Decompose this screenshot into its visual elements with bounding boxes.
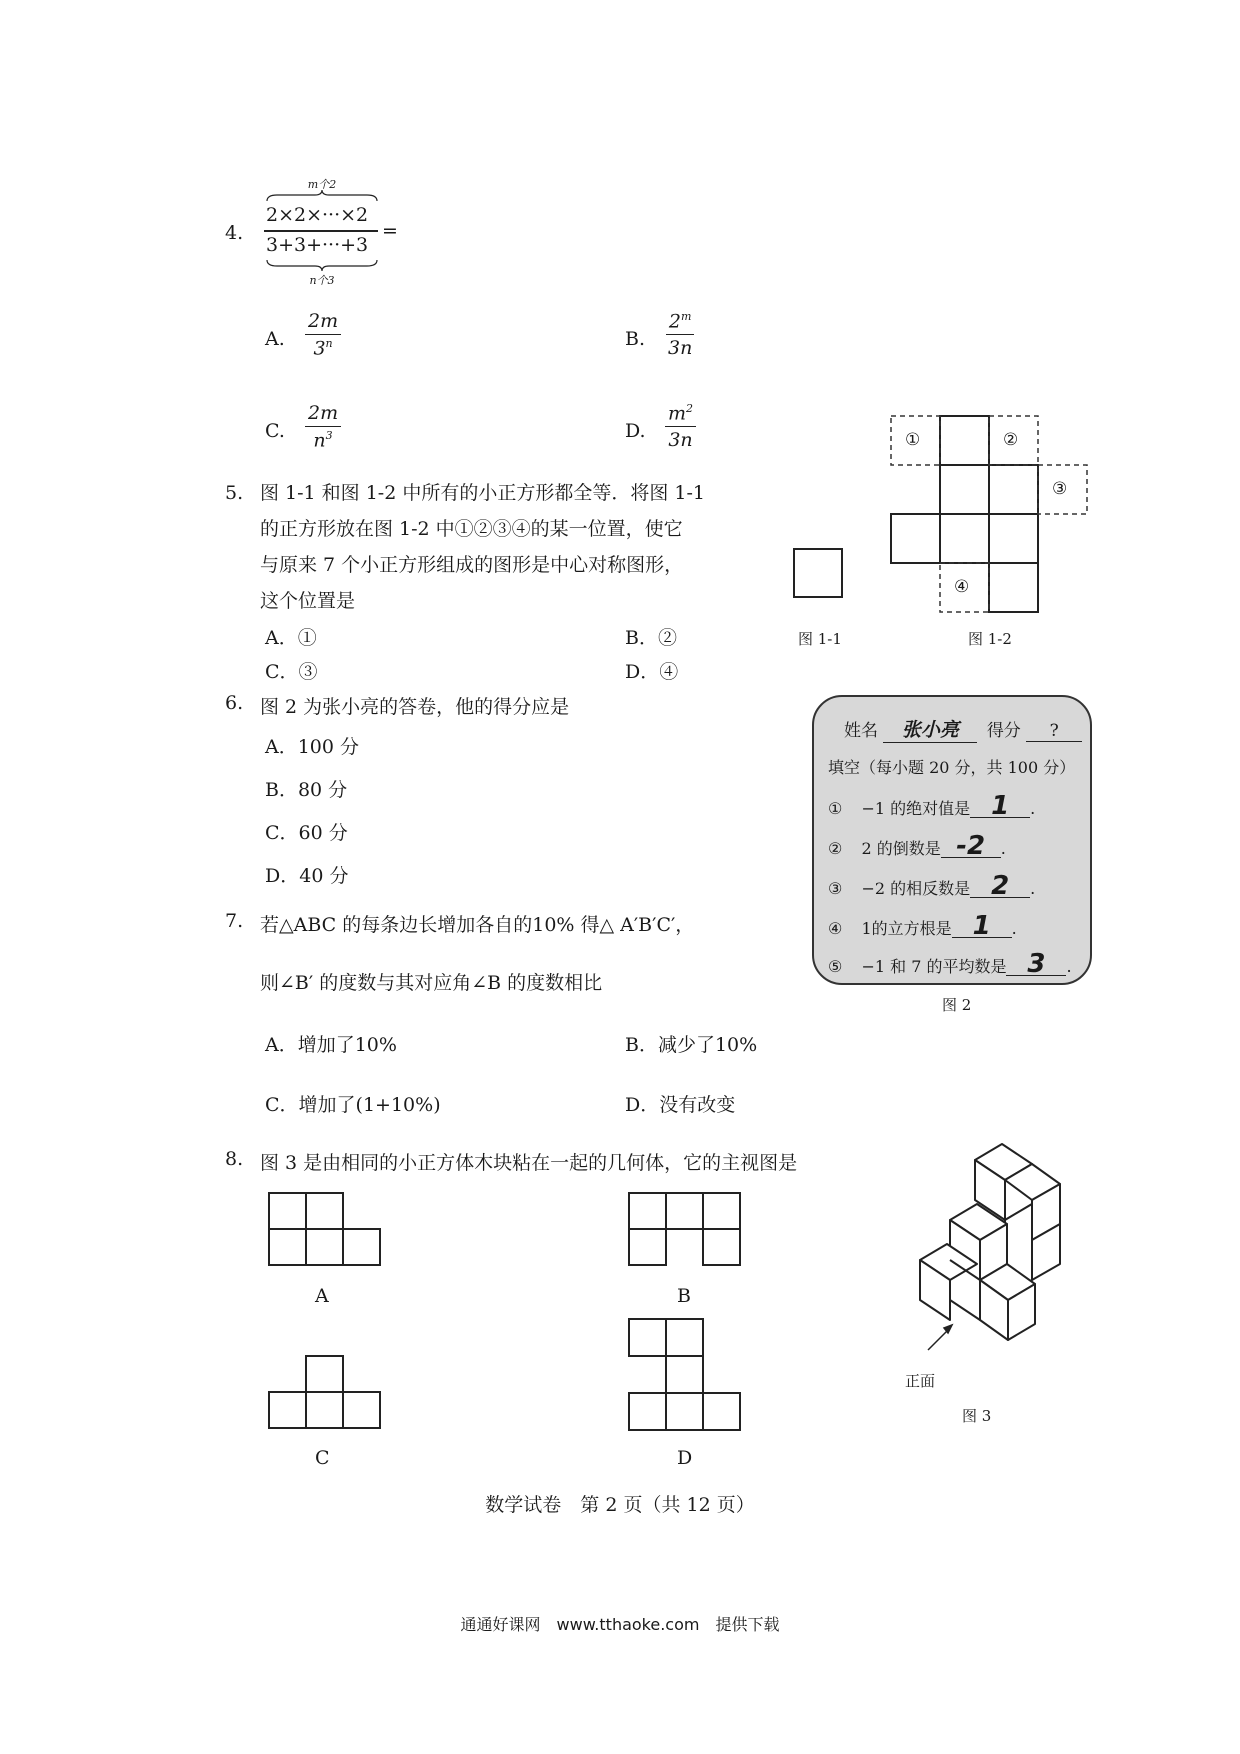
q4-brace-top [267, 192, 377, 202]
card-item-5-text: −1 和 7 的平均数是 [861, 957, 1007, 976]
q8-number: 8. [225, 1148, 244, 1170]
q5-stem-line-4: 这个位置是 [260, 590, 356, 612]
card-item-5-mark: ⑤ [828, 957, 843, 976]
fig12-cell-1-2 [989, 465, 1038, 514]
card-item-4-answer: 1 [952, 915, 1012, 938]
q5-stem-line-1: 图 1-1 和图 1-2 中所有的小正方形都全等．将图 1-1 [260, 482, 705, 504]
q6-option-b: B．80 分 [265, 779, 348, 801]
q4-option-c-den-sup: 3 [325, 429, 333, 442]
card-item-5: ⑤ −1 和 7 的平均数是 3 . [828, 949, 1072, 979]
q4-brace-bottom-label: n个3 [309, 274, 335, 287]
fig12-label-1: ① [905, 430, 921, 450]
q4-option-b-num-sup: m [680, 310, 692, 323]
page-footer: 数学试卷 第 2 页（共 12 页） [485, 1494, 755, 1516]
q4-option-d-den: 3n [668, 429, 693, 452]
q8-option-b-view [628, 1192, 748, 1272]
q4-option-b-num-base: 2 [668, 310, 681, 333]
q4-option-c-fraction [305, 402, 341, 451]
figure-3-cubes [910, 1140, 1090, 1400]
q4-option-a-fraction [305, 310, 341, 359]
figure-1-2-caption: 图 1-2 [968, 630, 1012, 648]
fig12-label-2: ② [1003, 430, 1019, 450]
fig12-cell-3-2 [989, 563, 1038, 612]
q4-option-a-den-base: 3 [313, 337, 326, 360]
q4-option-a-label: A. [265, 328, 285, 350]
card-item-2-text: 2 的倒数是 [861, 839, 941, 858]
card-header: 填空（每小题 20 分，共 100 分） [828, 758, 1076, 777]
card-item-1: ① −1 的绝对值是 1 . [828, 791, 1036, 821]
card-item-1-answer: 1 [970, 795, 1030, 818]
q8-option-d-label: D [677, 1447, 693, 1469]
card-name-label: 姓名 [844, 721, 878, 741]
q5-option-b: B．② [625, 627, 677, 649]
q6-stem: 图 2 为张小亮的答卷，他的得分应是 [260, 696, 570, 718]
q7-option-c: C．增加了(1+10%) [265, 1094, 441, 1116]
fig12-label-4: ④ [954, 577, 970, 597]
q5-option-a: A．① [265, 627, 317, 649]
q8-option-c-label: C [315, 1447, 330, 1469]
card-item-3-mark: ③ [828, 879, 843, 898]
q4-option-b-label: B. [625, 328, 646, 350]
card-name-value: 张小亮 [883, 715, 977, 743]
q5-option-d: D．④ [625, 661, 679, 683]
q8-option-a-view [268, 1192, 388, 1272]
card-item-4: ④ 1的立方根是 1 . [828, 911, 1017, 941]
q8-stem: 图 3 是由相同的小正方体木块粘在一起的几何体，它的主视图是 [260, 1152, 798, 1174]
fig12-cell-2-0 [891, 514, 940, 563]
figure-1-1-square [794, 549, 842, 597]
q4-equals: = [382, 220, 398, 242]
q4-expression [262, 176, 382, 287]
card-item-4-text: 1的立方根是 [861, 919, 952, 938]
q4-option-b-fraction [665, 310, 695, 359]
q7-line-2: 则∠B′ 的度数与其对应角∠B 的度数相比 [260, 972, 603, 994]
figure-3-front-label: 正面 [905, 1372, 936, 1390]
fig12-cell-1-1 [940, 465, 989, 514]
card-item-4-mark: ④ [828, 919, 843, 938]
q8-option-c-view [268, 1355, 388, 1435]
q6-option-a: A．100 分 [265, 736, 360, 758]
card-item-5-answer: 3 [1006, 953, 1066, 976]
q7-line-1: 若△ABC 的每条边长增加各自的10% 得△ A′B′C′， [260, 914, 695, 936]
card-item-1-mark: ① [828, 799, 843, 818]
fig12-cell-2-1 [940, 514, 989, 563]
q4-option-c-num: 2m [305, 402, 341, 427]
card-item-1-text: −1 的绝对值是 [861, 799, 971, 818]
figure-1-1 [793, 548, 853, 608]
q5-number: 5. [225, 482, 244, 504]
card-score-value: ? [1026, 721, 1082, 742]
figure-3-caption: 图 3 [962, 1407, 992, 1425]
fig12-label-3: ③ [1052, 479, 1068, 499]
q8-option-d-view [628, 1318, 748, 1438]
card-item-2-mark: ② [828, 839, 843, 858]
q4-option-d-num-sup: 2 [686, 402, 694, 415]
q6-option-c: C．60 分 [265, 822, 348, 844]
front-arrow [928, 1325, 952, 1350]
card-item-2: ② 2 的倒数是 -2 . [828, 831, 1006, 861]
source-footer: 通通好课网 www.tthaoke.com 提供下载 [460, 1615, 780, 1634]
q8-option-b-label: B [677, 1285, 691, 1307]
figure-2-caption: 图 2 [942, 996, 972, 1014]
q5-stem-line-3: 与原来 7 个小正方形组成的图形是中心对称图形， [260, 554, 684, 576]
card-score-label: 得分 [986, 721, 1021, 741]
answer-card [812, 695, 1092, 985]
q4-option-c-den-base: n [313, 429, 326, 452]
card-item-3: ③ −2 的相反数是 2 . [828, 871, 1036, 901]
q7-option-b: B．减少了10% [625, 1034, 758, 1056]
q7-number: 7. [225, 910, 244, 932]
q4-brace-bottom [267, 260, 377, 270]
q4-option-d-label: D. [625, 420, 646, 442]
q5-option-c: C．③ [265, 661, 318, 683]
q4-denominator: 3+3+···+3 [266, 234, 369, 256]
q4-number: 4. [225, 222, 244, 244]
q4-option-c-label: C. [265, 420, 285, 442]
figure-1-1-caption: 图 1-1 [798, 630, 842, 648]
q4-brace-top-label: m个2 [307, 178, 337, 191]
q4-option-a-den-sup: n [325, 337, 333, 350]
q6-number: 6. [225, 692, 244, 714]
q4-numerator: 2×2×···×2 [266, 204, 369, 226]
fig12-cell-2-2 [989, 514, 1038, 563]
q4-option-a-num: 2m [305, 310, 341, 335]
card-item-2-answer: -2 [941, 835, 1001, 858]
q4-option-d-fraction [665, 402, 696, 451]
q8-option-a-label: A [315, 1285, 329, 1307]
q7-option-d: D．没有改变 [625, 1094, 736, 1116]
q4-option-d-num-base: m [668, 402, 687, 425]
q4-option-b-den: 3n [668, 337, 693, 360]
q4-fraction-bar [264, 230, 378, 232]
card-item-3-answer: 2 [970, 875, 1030, 898]
q5-stem [260, 475, 705, 619]
q7-option-a: A．增加了10% [265, 1034, 397, 1056]
fig12-cell-0-1 [940, 416, 989, 465]
q5-stem-line-2: 的正方形放在图 1-2 中①②③④的某一位置，使它 [260, 518, 683, 540]
card-item-3-text: −2 的相反数是 [861, 879, 971, 898]
q6-option-d: D．40 分 [265, 865, 349, 887]
